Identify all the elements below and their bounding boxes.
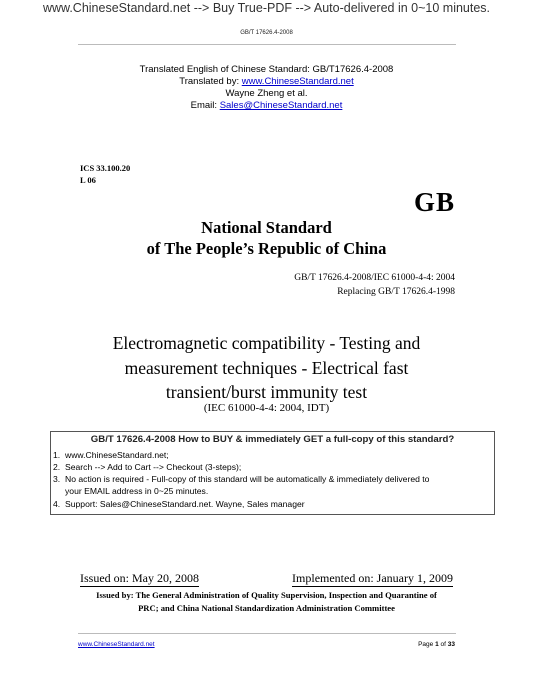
buy-info-box — [50, 431, 495, 515]
issued-by-line-1: Issued by: The General Administration of Quality Supervision, Inspection and Quarantine of — [96, 590, 437, 600]
email-label: Email: — [190, 100, 220, 111]
ics-code: ICS 33.100.20 — [80, 163, 131, 173]
translation-line: Translated English of Chinese Standard: GB/T17626.4-2008 — [139, 64, 394, 75]
download-banner: www.ChineseStandard.net --> Buy True-PDF --> Auto-delivered in 0~10 minutes. — [42, 1, 491, 15]
document-title-line-1: Electromagnetic compatibility - Testing and — [112, 333, 421, 353]
page-number: Page 1 of 33 — [418, 641, 455, 648]
buy-step: 2. Search --> Add to Cart --> Checkout (3-steps); — [53, 462, 242, 472]
issued-by-line-2: PRC; and China National Standardization Administration Committee — [138, 603, 395, 613]
footer-divider — [78, 633, 456, 634]
buy-step: 3. No action is required - Full-copy of this standard will be automatically & immediately delivered to — [53, 474, 430, 484]
idt-reference: (IEC 61000-4-4: 2004, IDT) — [203, 402, 330, 414]
ccs-code: L 06 — [80, 175, 96, 185]
issued-date: Issued on: May 20, 2008 — [80, 571, 199, 585]
republic-title: of The People’s Republic of China — [146, 239, 387, 258]
buy-box-heading: GB/T 17626.4-2008 How to BUY & immediately GET a full-copy of this standard? — [90, 434, 455, 445]
gb-mark: GB — [414, 187, 456, 217]
email-line — [0, 100, 533, 113]
translator-link[interactable]: www.ChineseStandard.net — [241, 76, 354, 87]
national-standard-title: National Standard — [201, 218, 332, 237]
email-link[interactable]: Sales@ChineseStandard.net — [219, 100, 343, 111]
header-divider — [78, 44, 456, 45]
replacing-number: Replacing GB/T 17626.4-1998 — [337, 287, 455, 297]
buy-step: 4. Support: Sales@ChineseStandard.net. Wayne, Sales manager — [53, 499, 305, 509]
document-title-line-2: measurement techniques - Electrical fast — [124, 358, 409, 378]
translated-by-line — [0, 76, 533, 89]
footer-website-link[interactable]: www.ChineseStandard.net — [78, 641, 155, 648]
document-title-line-3: transient/burst immunity test — [165, 382, 368, 402]
translated-by-label: Translated by: — [179, 76, 242, 87]
translator-names: Wayne Zheng et al. — [225, 88, 308, 99]
standard-number: GB/T 17626.4-2008/IEC 61000-4-4: 2004 — [294, 273, 455, 283]
buy-step: 1. www.ChineseStandard.net; — [53, 450, 169, 460]
buy-step-continued: your EMAIL address in 0~25 minutes. — [65, 486, 209, 496]
implemented-date: Implemented on: January 1, 2009 — [292, 571, 453, 585]
running-header: GB/T 17626.4-2008 — [240, 30, 293, 36]
